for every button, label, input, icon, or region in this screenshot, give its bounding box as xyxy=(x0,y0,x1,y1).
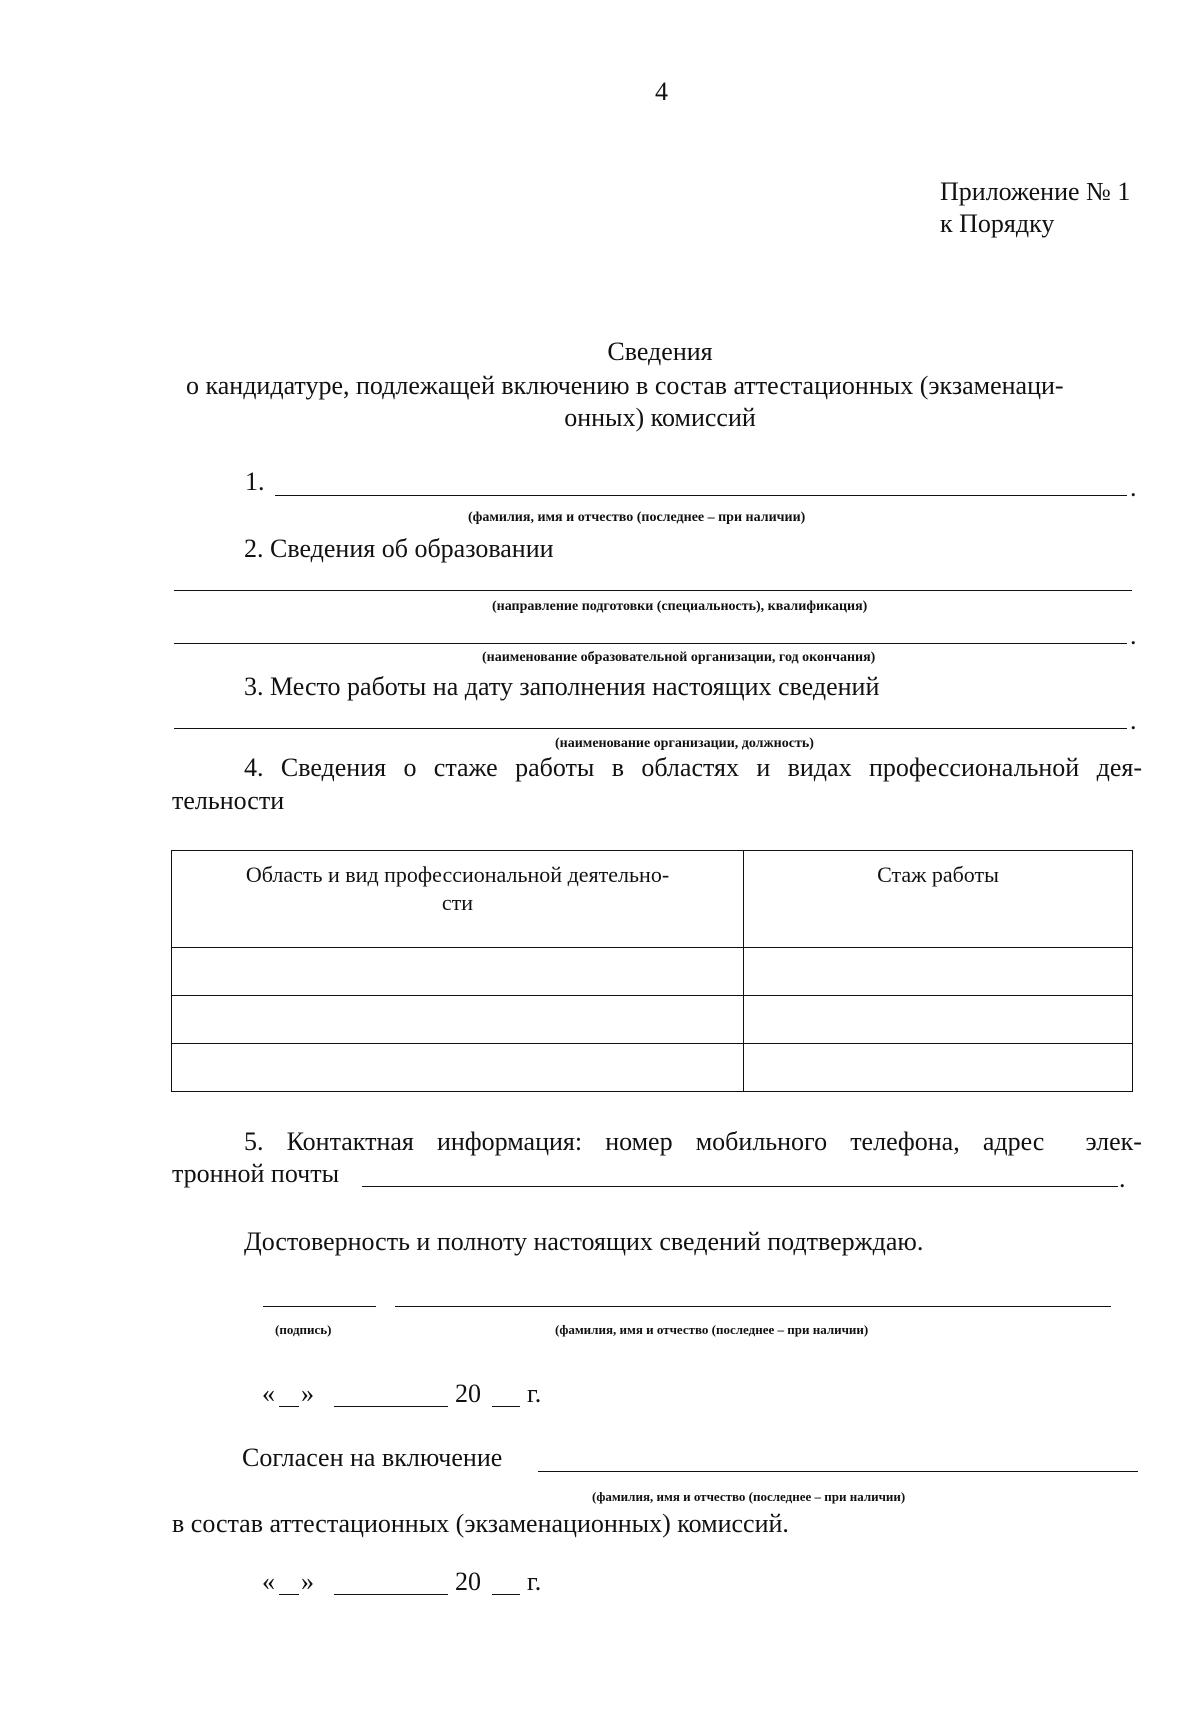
consent-caption: (фамилия, имя и отчество (последнее – при наличии) xyxy=(592,1489,906,1504)
table-row xyxy=(172,1044,1133,1092)
item3-heading: 3. Место работы на дату заполнения настоящих сведений xyxy=(244,672,880,701)
table-cell-experience[interactable] xyxy=(744,996,1133,1044)
item5-heading-line1: 5. Контактная информация: номер мобильного телефона, адрес элек- xyxy=(244,1127,1142,1156)
education-organization-input-line[interactable] xyxy=(174,643,1127,644)
item1-period: . xyxy=(1130,473,1137,502)
education-specialty-input-line[interactable] xyxy=(174,590,1132,591)
table-header-row xyxy=(172,851,1133,948)
item5-period: . xyxy=(1119,1164,1126,1193)
signature-input-line[interactable] xyxy=(263,1306,376,1307)
table-row xyxy=(172,996,1133,1044)
date2-open-quote: « xyxy=(262,1567,275,1596)
date1-open-quote: « xyxy=(262,1379,275,1408)
item4-heading-line2: тельности xyxy=(172,786,285,815)
item2-period: . xyxy=(1130,621,1137,650)
signature-caption: (подпись) xyxy=(275,1322,332,1337)
item3-period: . xyxy=(1130,706,1137,735)
date2-year-input[interactable] xyxy=(492,1594,520,1595)
table-cell-area[interactable] xyxy=(172,996,744,1044)
table-header-area xyxy=(172,851,744,948)
table-header-experience: Стаж работы xyxy=(744,851,1133,948)
table-cell-area[interactable] xyxy=(172,1044,744,1092)
signature-name-input-line[interactable] xyxy=(395,1306,1111,1307)
date1-year-suffix: г. xyxy=(527,1379,542,1408)
item3-caption: (наименование организации, должность) xyxy=(555,736,814,751)
experience-table xyxy=(171,850,1133,1092)
item4-heading-line1: 4. Сведения о стаже работы в областях и видах профессиональной дея- xyxy=(244,753,1142,782)
contact-input-line[interactable] xyxy=(362,1186,1118,1187)
item1-number: 1. xyxy=(245,467,265,496)
date2-year-prefix: 20 xyxy=(455,1567,481,1596)
consent-label: Согласен на включение xyxy=(242,1443,503,1472)
item5-heading-line2: тронной почты xyxy=(172,1159,340,1188)
date2-month-input[interactable] xyxy=(334,1594,448,1595)
date1-year-prefix: 20 xyxy=(455,1379,481,1408)
date1-close-quote: » xyxy=(301,1379,314,1408)
item2-caption1: (направление подготовки (специальность), квалификация) xyxy=(492,599,868,614)
consent-line2: в состав аттестационных (экзаменационных) комиссий. xyxy=(172,1509,789,1538)
table-cell-experience[interactable] xyxy=(744,948,1133,996)
item1-caption: (фамилия, имя и отчество (последнее – при наличии) xyxy=(468,510,806,525)
table-cell-experience[interactable] xyxy=(744,1044,1133,1092)
doc-title: Сведения xyxy=(607,337,713,366)
date2-year-suffix: г. xyxy=(527,1567,542,1596)
page-number: 4 xyxy=(655,77,668,106)
appendix-label: Приложение № 1 xyxy=(940,177,1131,206)
item2-heading: 2. Сведения об образовании xyxy=(244,534,554,563)
appendix-order: к Порядку xyxy=(940,209,1055,238)
item2-caption2: (наименование образовательной организации, год окончания) xyxy=(482,650,876,665)
doc-subtitle-line2: онных) комиссий xyxy=(564,403,756,432)
table-row xyxy=(172,948,1133,996)
date1-month-input[interactable] xyxy=(334,1406,448,1407)
date1-day-input[interactable] xyxy=(279,1406,299,1407)
consent-name-input-line[interactable] xyxy=(538,1471,1138,1472)
table-cell-area[interactable] xyxy=(172,948,744,996)
confirmation-text: Достоверность и полноту настоящих сведений подтверждаю. xyxy=(244,1227,924,1256)
full-name-input-line[interactable] xyxy=(275,495,1127,496)
date1-year-input[interactable] xyxy=(492,1406,520,1407)
date2-day-input[interactable] xyxy=(279,1594,299,1595)
date2-close-quote: » xyxy=(301,1567,314,1596)
table-header-area-line2: сти xyxy=(441,890,474,915)
table-header-area-line1: Область и вид профессиональной деятельно- xyxy=(245,862,670,887)
signature-name-caption: (фамилия, имя и отчество (последнее – при наличии) xyxy=(555,1322,869,1337)
doc-subtitle-line1: о кандидатуре, подлежащей включению в состав аттестационных (экзаменаци- xyxy=(186,371,1064,400)
workplace-input-line[interactable] xyxy=(174,728,1127,729)
